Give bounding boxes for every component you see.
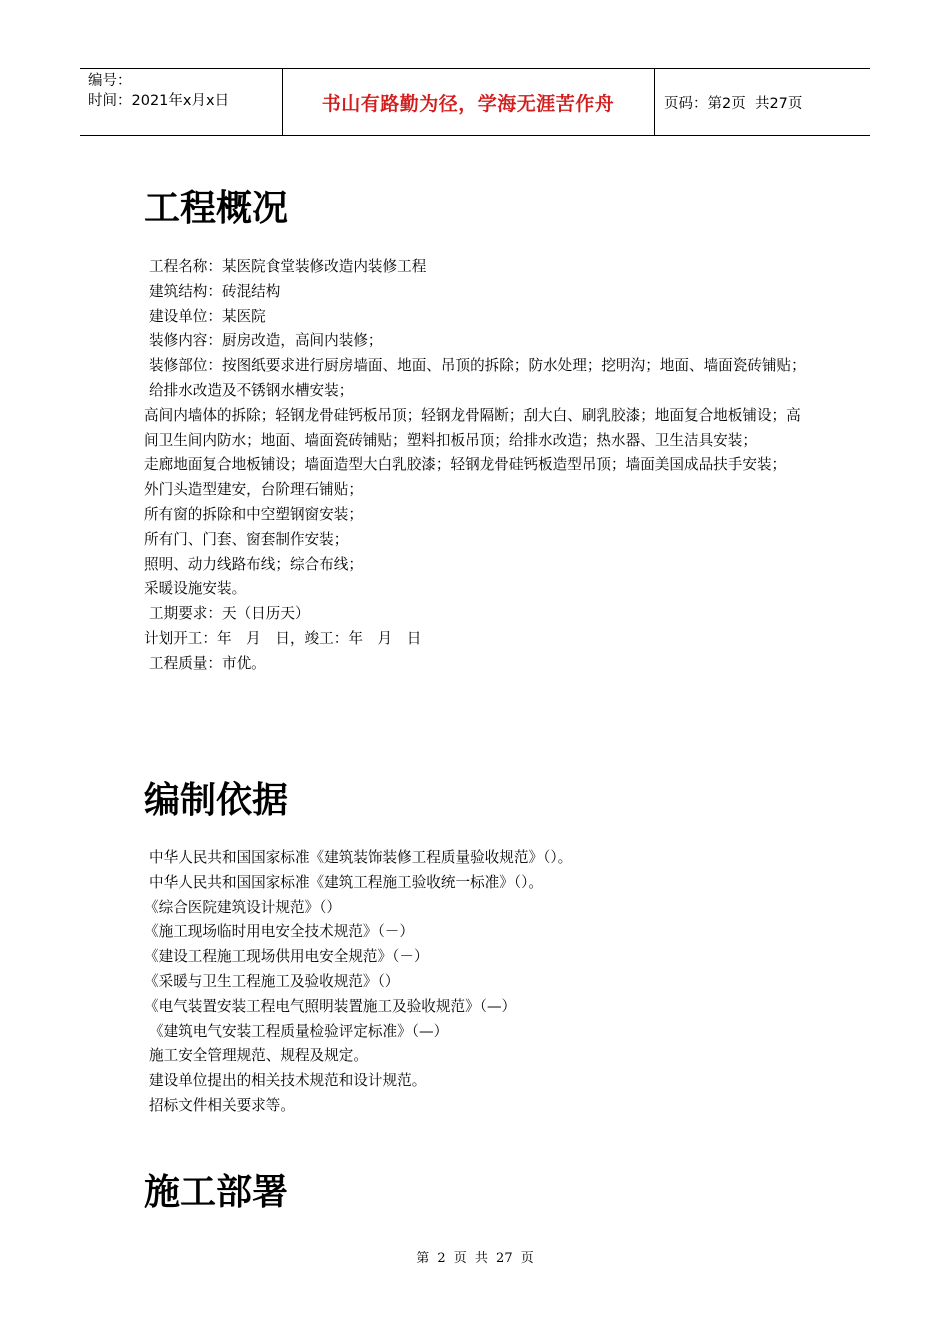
header-page-info: 页码：第2页 共27页 <box>664 95 803 112</box>
overview-line: 工期要求：天（日历天） <box>149 605 310 623</box>
overview-line: 建设单位：某医院 <box>149 307 266 325</box>
overview-line: 装修部位：按图纸要求进行厨房墙面、地面、吊顶的拆除；防水处理；挖明沟；地面、墙面瓷砖铺贴；给排水改造及不锈钢水槽安装； <box>149 357 806 399</box>
section-title-basis: 编制依据 <box>144 780 289 821</box>
document-date: 时间：2021年x月x日 <box>88 93 230 109</box>
basis-line: 《综合医院建筑设计规范》（） <box>144 898 342 916</box>
header-divider <box>654 69 655 135</box>
basis-line: 施工安全管理规范、规程及规定。 <box>149 1047 368 1065</box>
overview-line: 建筑结构：砖混结构 <box>149 282 281 300</box>
basis-line: 《施工现场临时用电安全技术规范》（－） <box>144 923 414 941</box>
overview-line: 装修内容：厨房改造，高间内装修； <box>149 332 383 350</box>
page-header <box>80 68 870 136</box>
basis-line: 《电气装置安装工程电气照明装置施工及验收规范》（—） <box>144 997 517 1015</box>
overview-line: 高间内墙体的拆除；轻钢龙骨硅钙板吊顶；轻钢龙骨隔断；刮大白、刷乳胶漆；地面复合地板铺设；高间卫生间内防水；地面、墙面瓷砖铺贴；塑料扣板吊顶；给排水改造；热水器、卫生洁具安装； <box>144 406 801 449</box>
overview-line: 采暖设施安装。 <box>144 580 247 598</box>
overview-line: 走廊地面复合地板铺设；墙面造型大白乳胶漆；轻钢龙骨硅钙板造型吊顶；墙面美国成品扶手安装； <box>144 456 787 474</box>
page-footer: 第 2 页 共 27 页 <box>416 1251 534 1266</box>
section-title-deployment: 施工部署 <box>144 1172 289 1213</box>
basis-line: 《建筑电气安装工程质量检验评定标准》（—） <box>149 1022 449 1040</box>
document-number-label: 编号： <box>88 73 132 89</box>
header-meta <box>88 71 284 111</box>
basis-body <box>144 846 810 1119</box>
header-motto: 书山有路勤为径，学海无涯苦作舟 <box>321 92 615 115</box>
overview-body <box>144 255 810 677</box>
basis-line: 招标文件相关要求等。 <box>149 1096 295 1114</box>
overview-line: 所有门、门套、窗套制作安装； <box>144 530 349 548</box>
basis-line: 中华人民共和国国家标准《建筑装饰装修工程质量验收规范》（）。 <box>149 849 573 866</box>
overview-line: 外门头造型建安，台阶理石铺贴； <box>144 481 363 499</box>
basis-line: 《采暖与卫生工程施工及验收规范》（） <box>144 972 400 990</box>
section-title-overview: 工程概况 <box>144 188 289 229</box>
overview-line: 所有窗的拆除和中空塑钢窗安装； <box>144 505 363 523</box>
overview-line: 工程名称：某医院食堂装修改造内装修工程 <box>149 258 427 275</box>
basis-line: 《建设工程施工现场供用电安全规范》（－） <box>144 948 429 966</box>
overview-line: 照明、动力线路布线；综合布线； <box>144 555 363 573</box>
overview-line: 计划开工：年 月 日，竣工：年 月 日 <box>144 629 422 647</box>
overview-line: 工程质量：市优。 <box>149 654 266 672</box>
basis-line: 建设单位提出的相关技术规范和设计规范。 <box>149 1072 427 1090</box>
basis-line: 中华人民共和国国家标准《建筑工程施工验收统一标准》（）。 <box>149 873 544 891</box>
